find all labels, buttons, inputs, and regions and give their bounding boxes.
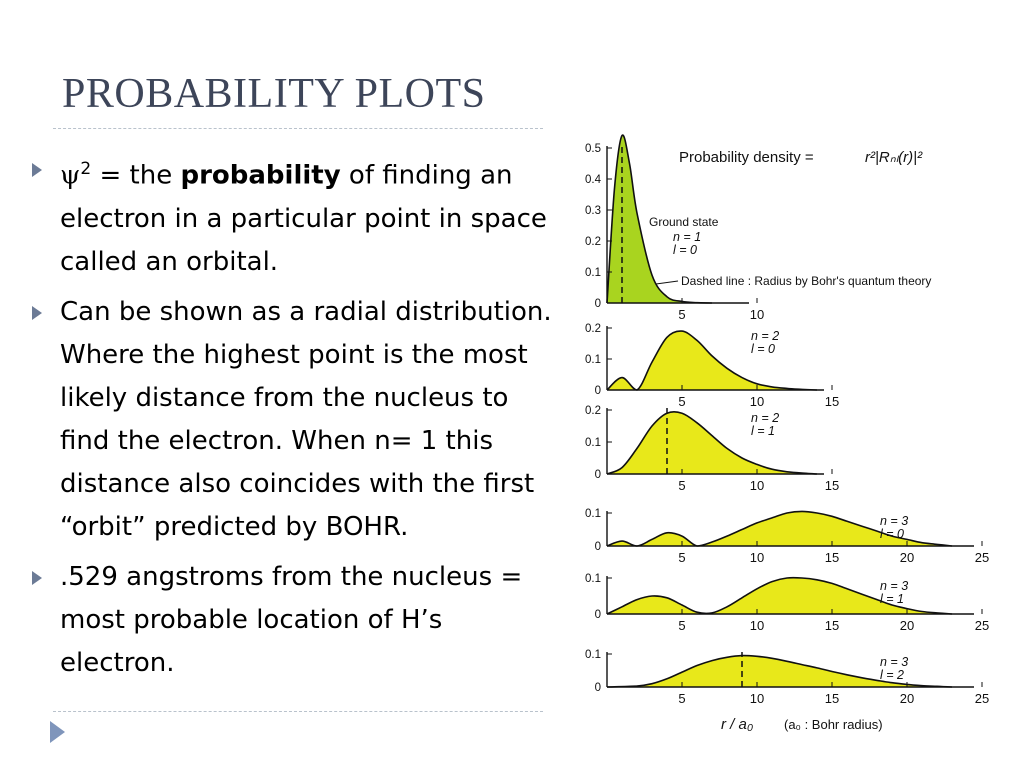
y-tick-label: 0.2 [585, 405, 601, 417]
y-tick-label: 0.1 [585, 437, 601, 449]
quantum-l-label: l = 1 [751, 424, 775, 438]
y-tick-label: 0 [594, 385, 601, 397]
quantum-l-label: l = 2 [880, 668, 904, 682]
quantum-n-label: n = 3 [880, 579, 909, 593]
quantum-n-label: n = 1 [673, 230, 702, 244]
quantum-l-label: l = 0 [751, 342, 775, 356]
x-tick-label: 5 [678, 550, 686, 565]
bullet-arrow-icon [32, 306, 42, 320]
x-tick-label: 10 [749, 478, 765, 493]
radial-probability-figure [556, 128, 996, 738]
y-tick-label: 0.1 [585, 267, 601, 279]
y-tick-label: 0 [594, 469, 601, 481]
x-tick-label: 10 [749, 550, 765, 565]
y-tick-label: 0.5 [585, 143, 601, 155]
dashed-line-note: Dashed line : Radius by Bohr's quantum theory [681, 274, 932, 288]
x-tick-label: 15 [824, 618, 840, 633]
x-tick-label: 5 [678, 478, 686, 493]
y-tick-label: 0 [594, 609, 601, 621]
x-tick-label: 25 [974, 618, 990, 633]
x-tick-label: 20 [899, 618, 915, 633]
x-tick-label: 15 [824, 550, 840, 565]
y-tick-label: 0 [594, 298, 601, 310]
x-tick-label: 5 [678, 691, 686, 706]
quantum-n-label: n = 2 [751, 411, 780, 425]
panels-group [585, 135, 989, 706]
x-axis-unit-note: (a₀ : Bohr radius) [784, 717, 883, 732]
bullet-item [28, 291, 558, 549]
y-tick-label: 0.3 [585, 205, 601, 217]
x-tick-label: 5 [678, 394, 686, 409]
y-tick-label: 0.2 [585, 236, 601, 248]
bullet-text: Can be shown as a radial distribution. Where the highest point is the most likely distance from the nucleus to find the electron. When n= 1 this distance also coincides with the first “orbit” predicted by BOHR. [60, 296, 552, 542]
bullet-text: of finding an electron in a particular point in space called an orbital. [60, 160, 547, 277]
probability-area [607, 412, 817, 474]
title-divider [53, 128, 543, 129]
probability-area [607, 331, 817, 390]
psi-symbol: ψ [60, 160, 81, 191]
y-tick-label: 0.1 [585, 649, 601, 661]
x-tick-label: 10 [749, 394, 765, 409]
x-tick-label: 10 [749, 618, 765, 633]
y-tick-label: 0.2 [585, 323, 601, 335]
y-tick-label: 0.1 [585, 573, 601, 585]
bullet-list [28, 148, 558, 692]
y-tick-label: 0 [594, 682, 601, 694]
y-tick-label: 0.4 [585, 174, 601, 186]
x-tick-label: 10 [749, 307, 765, 322]
y-tick-label: 0.1 [585, 354, 601, 366]
bullet-item [28, 148, 558, 284]
quantum-l-label: l = 1 [880, 592, 904, 606]
quantum-n-label: n = 2 [751, 329, 780, 343]
bullet-arrow-icon [32, 163, 42, 177]
bullet-item [28, 556, 558, 685]
quantum-l-label: l = 0 [673, 243, 697, 257]
quantum-l-label: l = 0 [880, 527, 904, 541]
quantum-n-label: n = 3 [880, 514, 909, 528]
figure-header-formula: r²|Rₙₗ(r)|² [865, 149, 923, 166]
x-tick-label: 15 [824, 691, 840, 706]
x-axis-label: r / a₀ [721, 716, 754, 733]
x-tick-label: 20 [899, 691, 915, 706]
bottom-divider [53, 711, 543, 712]
bullet-text: = the [91, 160, 181, 191]
x-tick-label: 20 [899, 550, 915, 565]
quantum-n-label: n = 3 [880, 655, 909, 669]
figure-header-label: Probability density = [679, 149, 814, 166]
ground-state-label: Ground state [649, 215, 719, 229]
x-tick-label: 25 [974, 691, 990, 706]
x-tick-label: 5 [678, 307, 686, 322]
bullet-text: .529 angstroms from the nucleus = most probable location of H’s electron. [60, 561, 523, 678]
x-tick-label: 5 [678, 618, 686, 633]
x-tick-label: 15 [824, 394, 840, 409]
x-tick-label: 10 [749, 691, 765, 706]
bullet-bold-text: probability [180, 160, 341, 191]
slide-corner-arrow-icon [50, 721, 65, 743]
slide-title: PROBABILITY PLOTS [62, 71, 486, 117]
y-tick-label: 0 [594, 541, 601, 553]
y-tick-label: 0.1 [585, 508, 601, 520]
x-tick-label: 25 [974, 550, 990, 565]
x-tick-label: 15 [824, 478, 840, 493]
bullet-arrow-icon [32, 571, 42, 585]
psi-exponent: 2 [80, 159, 92, 179]
